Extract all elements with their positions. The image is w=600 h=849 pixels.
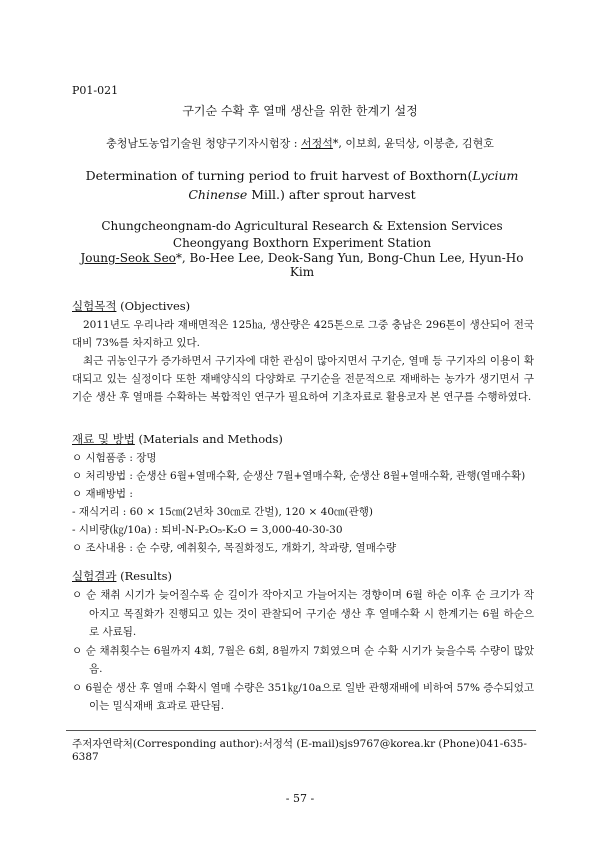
authors-english	[72, 251, 532, 279]
results-heading-en: (Results)	[116, 569, 173, 583]
results-heading-ko: 실험결과	[72, 569, 117, 583]
methods-item: ㅇ 재배방법 :	[72, 488, 133, 500]
title-english-part1: Determination of turning period to fruit harvest of Boxthorn(	[85, 168, 473, 183]
title-english-species: Lycium Chinense	[188, 168, 519, 202]
authors-korean-rest: *, 이보희, 윤덕상, 이봉춘, 김현호	[332, 137, 494, 150]
methods-heading	[72, 431, 534, 447]
results-item: ㅇ 순 채취횟수는 6월까지 4회, 7월은 6회, 8월까지 7회였으며 순 수확 시기가 늦을수록 수량이 많았음.	[72, 644, 534, 675]
methods-section	[72, 431, 534, 557]
results-item: ㅇ 6월순 생산 후 열매 수확시 열매 수량은 351㎏/10a으로 일반 관행재배에 비하여 57% 증수되었고 이는 밀식재배 효과로 판단됨.	[72, 681, 534, 712]
objectives-heading	[72, 298, 534, 314]
authors-english-rest: *, Bo-Hee Lee, Deok-Sang Yun, Bong-Chun Lee, Hyun-Ho Kim	[175, 251, 524, 279]
objectives-heading-en: (Objectives)	[116, 299, 191, 313]
title-korean: 구기순 수확 후 열매 생산을 위한 한계기 설정	[182, 104, 418, 118]
authors-korean-affiliation: 충청남도농업기술원 청양구기자시험장 :	[106, 137, 301, 150]
title-english-part2: Mill.) after sprout harvest	[247, 187, 416, 202]
corresponding-author: 주저자연락처(Corresponding author):서정석 (E-mail)sjs9767@korea.kr (Phone)041-635-6387	[72, 738, 527, 763]
methods-item: ㅇ 처리방법 : 순생산 6월+열매수확, 순생산 7월+열매수확, 순생산 8월+열매수확, 관행(열매수확)	[72, 470, 526, 482]
authors-korean	[0, 135, 600, 151]
results-section	[72, 568, 534, 716]
abstract-code: P01-021	[72, 84, 119, 97]
authors-english-first: Joung-Seok Seo	[80, 251, 176, 265]
title-english	[72, 166, 532, 204]
methods-heading-ko: 재료 및 방법	[72, 432, 135, 446]
objectives-section	[72, 298, 534, 406]
objectives-paragraph-2: 최근 귀농인구가 증가하면서 구기자에 대한 관심이 많아지면서 구기순, 열매 등 구기자의 이용이 확대되고 있는 실정이다 또한 재배양식의 다양화로 구기순을 전문적으로 재배하는 농가가 생기면서 구기순 생산 후 열매를 수확하는 복합적인 연구가 필요하여 기초자료로 활용코자 본 연구를 수행하였다.	[72, 355, 534, 403]
footer-divider	[66, 730, 536, 731]
affiliation-english: Chungcheongnam-do Agricultural Research & Extension Services Cheongyang Boxthorn Experiment Station	[101, 219, 503, 250]
methods-heading-en: (Materials and Methods)	[134, 432, 283, 446]
methods-item: - 시비량(㎏/10a) : 퇴비-N-P₂O₅-K₂O = 3,000-40-30-30	[72, 524, 343, 536]
results-item: ㅇ 순 채취 시기가 늦어질수록 순 길이가 작아지고 가늘어지는 경향이며 6월 하순 이후 순 크기가 작아지고 목질화가 진행되고 있는 것이 관찰되어 구기순 생산 후 열매수확 시 한계기는 6월 하순으로 사료됨.	[72, 589, 534, 638]
page-number: - 57 -	[285, 792, 315, 805]
objectives-heading-ko: 실험목적	[72, 299, 117, 313]
methods-item: ㅇ 조사내용 : 순 수량, 예취횟수, 목질화정도, 개화기, 착과량, 열매수량	[72, 542, 397, 554]
results-heading	[72, 568, 534, 584]
objectives-paragraph-1: 2011년도 우리나라 재배면적은 125㏊, 생산량은 425톤으로 그중 충남은 296톤이 생산되어 전국대비 73%를 차지하고 있다.	[72, 319, 534, 349]
methods-item: ㅇ 시험품종 : 장명	[72, 452, 157, 464]
authors-korean-first: 서정석	[300, 137, 333, 150]
methods-item: - 재식거리 : 60 × 15㎝(2년차 30㎝로 간벌), 120 × 40㎝(관행)	[72, 506, 374, 518]
